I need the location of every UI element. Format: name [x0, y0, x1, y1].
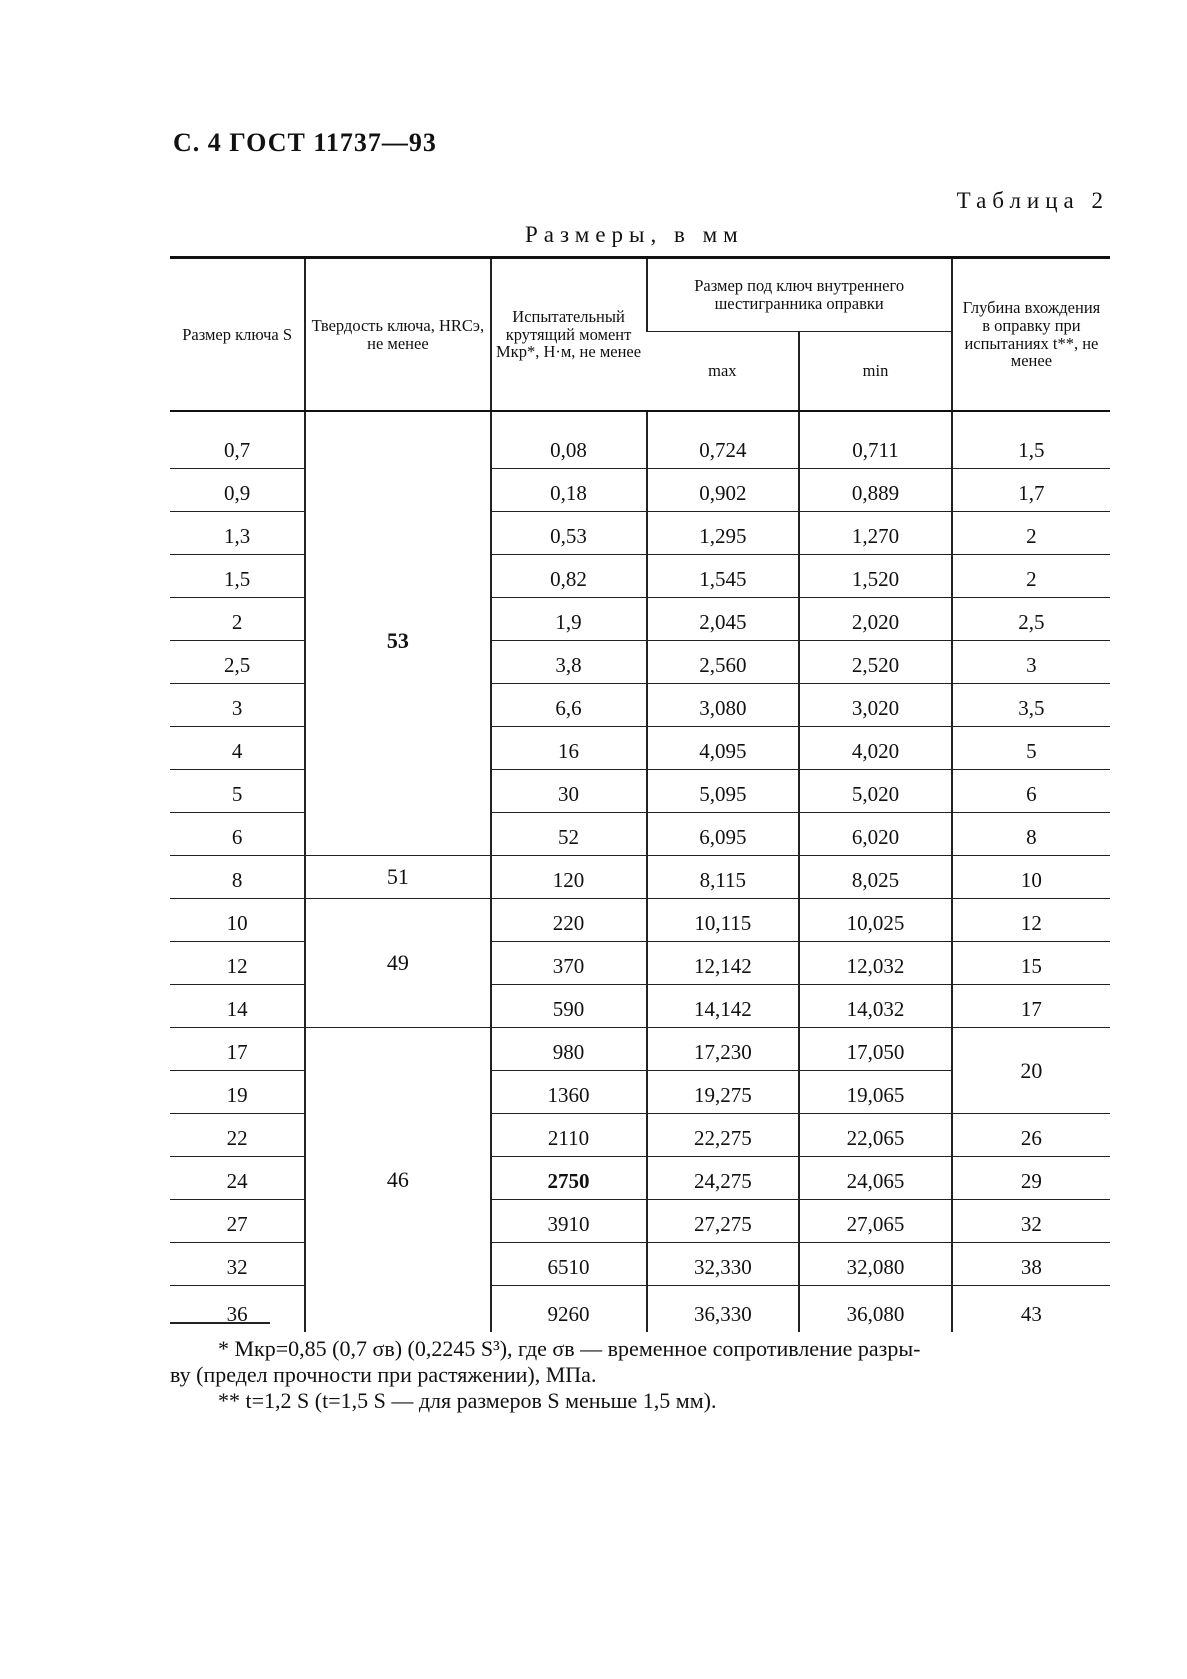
cell-depth: 1,7 — [952, 469, 1110, 512]
table-row — [170, 426, 1110, 469]
cell-depth: 6 — [952, 770, 1110, 813]
cell-depth: 12 — [952, 899, 1110, 942]
cell-depth: 3 — [952, 641, 1110, 684]
cell-max: 2,560 — [647, 641, 800, 684]
col-header-size: Размер ключа S — [170, 258, 305, 412]
table-row — [170, 856, 1110, 899]
cell-size: 4 — [170, 727, 305, 770]
cell-size: 0,9 — [170, 469, 305, 512]
table-title: Таблица 2 — [956, 188, 1109, 213]
cell-torque: 3910 — [491, 1200, 647, 1243]
cell-max: 32,330 — [647, 1243, 800, 1286]
cell-depth: 2 — [952, 555, 1110, 598]
col-header-socket-max: max — [647, 332, 800, 412]
cell-depth: 38 — [952, 1243, 1110, 1286]
cell-max: 12,142 — [647, 942, 800, 985]
cell-depth: 26 — [952, 1114, 1110, 1157]
cell-torque: 590 — [491, 985, 647, 1028]
cell-max: 17,230 — [647, 1028, 800, 1071]
col-header-torque: Испытательный крутящий момент Мкр*, Н·м, не менее — [491, 258, 647, 412]
cell-depth: 1,5 — [952, 426, 1110, 469]
cell-min: 0,711 — [799, 426, 952, 469]
cell-size: 6 — [170, 813, 305, 856]
cell-size: 5 — [170, 770, 305, 813]
cell-depth: 17 — [952, 985, 1110, 1028]
cell-hardness: 46 — [305, 1028, 490, 1333]
cell-torque: 370 — [491, 942, 647, 985]
cell-size: 19 — [170, 1071, 305, 1114]
cell-depth: 20 — [952, 1028, 1110, 1114]
cell-max: 0,724 — [647, 426, 800, 469]
cell-size: 8 — [170, 856, 305, 899]
cell-size: 1,3 — [170, 512, 305, 555]
cell-size: 24 — [170, 1157, 305, 1200]
cell-size: 17 — [170, 1028, 305, 1071]
cell-min: 3,020 — [799, 684, 952, 727]
cell-min: 17,050 — [799, 1028, 952, 1071]
cell-max: 8,115 — [647, 856, 800, 899]
cell-torque: 6510 — [491, 1243, 647, 1286]
cell-size: 36 — [226, 1302, 248, 1326]
cell-min: 14,032 — [799, 985, 952, 1028]
cell-min: 10,025 — [799, 899, 952, 942]
cell-torque: 0,08 — [491, 426, 647, 469]
cell-size: 0,7 — [170, 426, 305, 469]
cell-torque: 0,18 — [491, 469, 647, 512]
spec-table — [170, 256, 1110, 1332]
cell-max: 10,115 — [647, 899, 800, 942]
cell-min: 6,020 — [799, 813, 952, 856]
cell-torque: 120 — [491, 856, 647, 899]
cell-max: 27,275 — [647, 1200, 800, 1243]
cell-min: 8,025 — [799, 856, 952, 899]
cell-torque: 220 — [491, 899, 647, 942]
cell-min: 27,065 — [799, 1200, 952, 1243]
cell-min: 19,065 — [799, 1071, 952, 1114]
col-header-socket-min: min — [799, 332, 952, 412]
cell-max: 36,330 — [647, 1286, 800, 1333]
cell-min: 5,020 — [799, 770, 952, 813]
cell-torque: 6,6 — [491, 684, 647, 727]
cell-max: 3,080 — [647, 684, 800, 727]
cell-max: 1,545 — [647, 555, 800, 598]
footnote-1-cont: ву (предел прочности при растяжении), МПа. — [170, 1362, 597, 1387]
cell-depth: 3,5 — [952, 684, 1110, 727]
cell-max: 5,095 — [647, 770, 800, 813]
col-header-depth: Глубина вхождения в оправку при испытаниях t**, не менее — [952, 258, 1110, 412]
cell-size: 2 — [170, 598, 305, 641]
cell-size: 22 — [170, 1114, 305, 1157]
cell-size: 1,5 — [170, 555, 305, 598]
cell-torque: 3,8 — [491, 641, 647, 684]
cell-min: 22,065 — [799, 1114, 952, 1157]
cell-hardness: 53 — [305, 426, 490, 856]
col-header-socket: Размер под ключ внутреннего шестигранника оправки — [647, 258, 952, 332]
cell-max: 0,902 — [647, 469, 800, 512]
cell-min: 12,032 — [799, 942, 952, 985]
cell-hardness: 49 — [305, 899, 490, 1028]
cell-torque: 0,53 — [491, 512, 647, 555]
cell-min: 24,065 — [799, 1157, 952, 1200]
cell-max: 6,095 — [647, 813, 800, 856]
cell-min: 0,889 — [799, 469, 952, 512]
cell-min: 32,080 — [799, 1243, 952, 1286]
cell-hardness: 51 — [305, 856, 490, 899]
cell-size: 10 — [170, 899, 305, 942]
cell-min: 4,020 — [799, 727, 952, 770]
cell-torque: 2750 — [491, 1157, 647, 1200]
footnotes — [170, 1336, 1110, 1414]
cell-depth: 5 — [952, 727, 1110, 770]
cell-depth: 29 — [952, 1157, 1110, 1200]
cell-size: 12 — [170, 942, 305, 985]
footnote-rule — [170, 1322, 270, 1324]
cell-max: 24,275 — [647, 1157, 800, 1200]
cell-torque: 1,9 — [491, 598, 647, 641]
cell-depth: 43 — [952, 1286, 1110, 1333]
cell-torque: 30 — [491, 770, 647, 813]
cell-min: 36,080 — [799, 1286, 952, 1333]
cell-torque: 9260 — [491, 1286, 647, 1333]
page-header: С. 4 ГОСТ 11737—93 — [173, 128, 437, 157]
cell-size: 27 — [170, 1200, 305, 1243]
cell-max: 2,045 — [647, 598, 800, 641]
cell-depth: 10 — [952, 856, 1110, 899]
cell-min: 1,270 — [799, 512, 952, 555]
cell-max: 22,275 — [647, 1114, 800, 1157]
cell-torque: 1360 — [491, 1071, 647, 1114]
cell-torque: 980 — [491, 1028, 647, 1071]
cell-max: 4,095 — [647, 727, 800, 770]
footnote-1: * Мкр=0,85 (0,7 σв) (0,2245 S³), где σв — временное сопротивление разры- — [218, 1336, 921, 1361]
cell-torque: 0,82 — [491, 555, 647, 598]
cell-depth: 2 — [952, 512, 1110, 555]
cell-max: 1,295 — [647, 512, 800, 555]
cell-depth: 2,5 — [952, 598, 1110, 641]
cell-min: 1,520 — [799, 555, 952, 598]
cell-depth: 8 — [952, 813, 1110, 856]
cell-torque: 16 — [491, 727, 647, 770]
footnote-2: ** t=1,2 S (t=1,5 S — для размеров S меньше 1,5 мм). — [218, 1388, 717, 1413]
cell-size: 2,5 — [170, 641, 305, 684]
cell-torque: 2110 — [491, 1114, 647, 1157]
cell-size: 32 — [170, 1243, 305, 1286]
cell-min: 2,520 — [799, 641, 952, 684]
units-label: Размеры, в мм — [525, 222, 744, 247]
cell-max: 19,275 — [647, 1071, 800, 1114]
cell-min: 2,020 — [799, 598, 952, 641]
cell-max: 14,142 — [647, 985, 800, 1028]
table-row — [170, 1028, 1110, 1071]
col-header-hardness: Твердость ключа, HRCэ, не менее — [305, 258, 490, 412]
cell-size: 14 — [170, 985, 305, 1028]
cell-torque: 52 — [491, 813, 647, 856]
cell-depth: 15 — [952, 942, 1110, 985]
table-row — [170, 899, 1110, 942]
cell-size: 3 — [170, 684, 305, 727]
cell-depth: 32 — [952, 1200, 1110, 1243]
